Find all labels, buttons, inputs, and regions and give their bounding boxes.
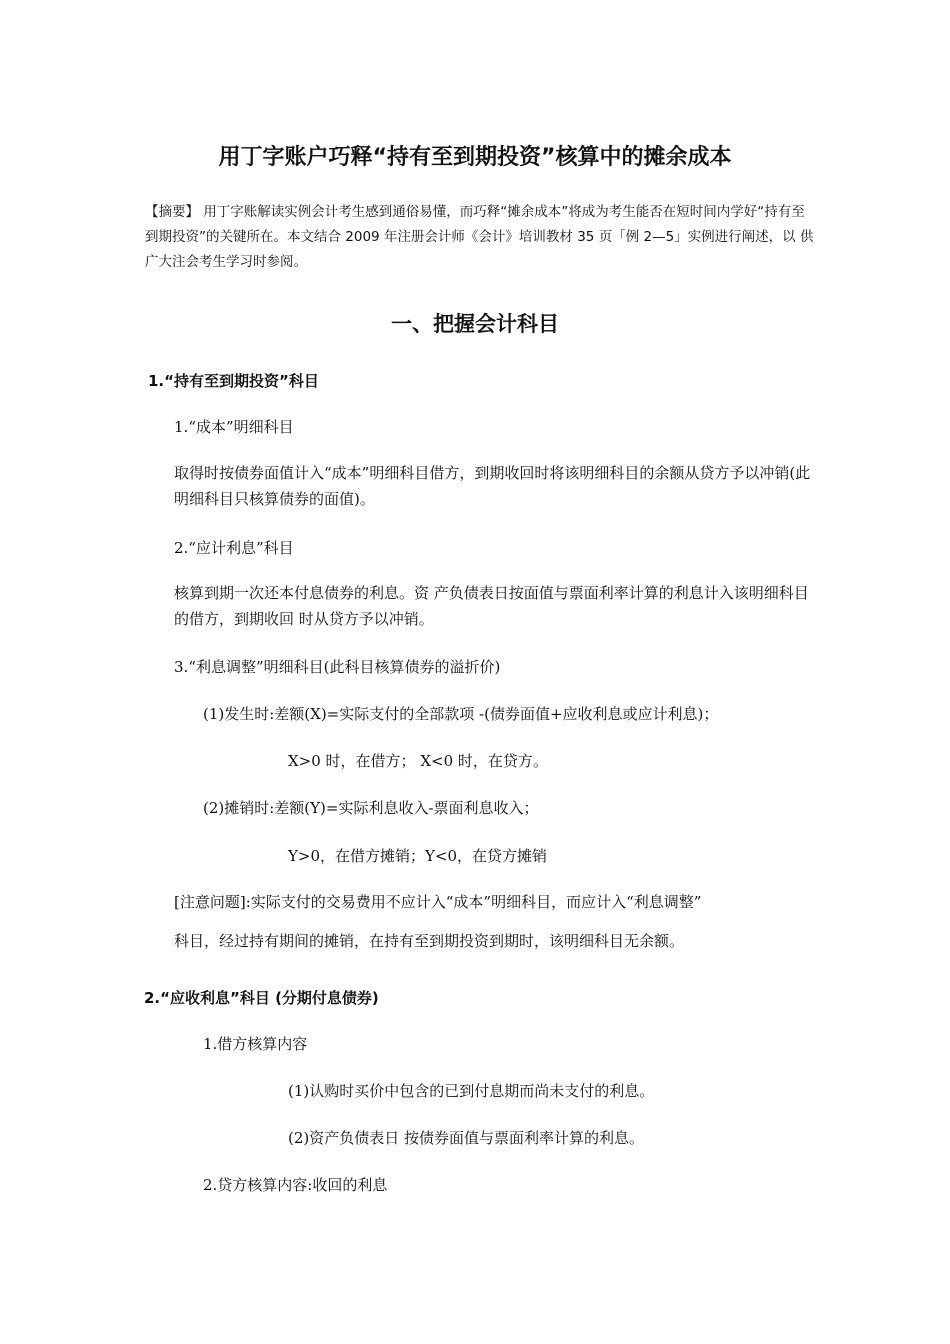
section-heading: 一、把握会计科目: [391, 312, 559, 336]
subsection-heading-1: 1.“持有至到期投资”科目: [148, 372, 319, 390]
item-text-cost: 取得时按债券面值计入“成本”明细科目借方，到期收回时将该明细科目的余额从贷方予以冲销(此明细科目只核算债券的面值)。: [174, 464, 811, 508]
note-line-2: 科目，经过持有期间的摊销，在持有至到期投资到期时，该明细科目无余额。: [174, 932, 685, 950]
document-title: 用丁字账户巧释“持有至到期投资”核算中的摊余成本: [218, 145, 732, 170]
item-text-debit-1: (1)认购时买价中包含的已到付息期而尚未支付的利息。: [288, 1082, 655, 1100]
item-text-occurrence-rule: X>0 时，在借方； X<0 时，在贷方。: [288, 752, 548, 770]
item-title-credit: 2.贷方核算内容:收回的利息: [203, 1176, 388, 1194]
item-text-accrued-interest: 核算到期一次还本付息债券的利息。资 产负债表日按面值与票面利率计算的利息计入该明细科目的借方，到期收回 时从贷方予以冲销。: [174, 584, 809, 628]
note-line-1: [注意问题]:实际支付的交易费用不应计入“成本”明细科目，而应计入“利息调整”: [174, 893, 702, 911]
item-title-debit: 1.借方核算内容: [203, 1035, 308, 1053]
item-text-amortization-rule: Y>0，在借方摊销；Y<0，在贷方摊销: [288, 847, 548, 865]
item-text-amortization: (2)摊销时:差额(Y)=实际利息收入-票面利息收入；: [203, 799, 539, 817]
abstract-paragraph: 【摘要】 用丁字账解读实例会计考生感到通俗易懂，而巧释“摊余成本”将成为考生能否在短时间内学好“持有至到期投资”的关键所在。本文结合 2009 年注册会计师《会计》培训教材 35 页「例 2—5」实例进行阐述，以 供广大注会考生学习时参阅。: [145, 204, 814, 270]
subsection-heading-2: 2.“应收利息”科目 (分期付息债券): [144, 989, 379, 1007]
item-text-debit-2: (2)资产负债表日 按债券面值与票面利率计算的利息。: [288, 1129, 645, 1147]
item-title-interest-adjustment: 3.“利息调整”明细科目(此科目核算债券的溢折价): [174, 658, 501, 676]
item-title-accrued-interest: 2.“应计利息”科目: [174, 539, 294, 557]
item-title-cost: 1.“成本”明细科目: [174, 418, 294, 436]
item-text-occurrence: (1)发生时:差额(X)=实际支付的全部款项 -(债券面值+应收利息或应计利息)；: [203, 705, 719, 723]
